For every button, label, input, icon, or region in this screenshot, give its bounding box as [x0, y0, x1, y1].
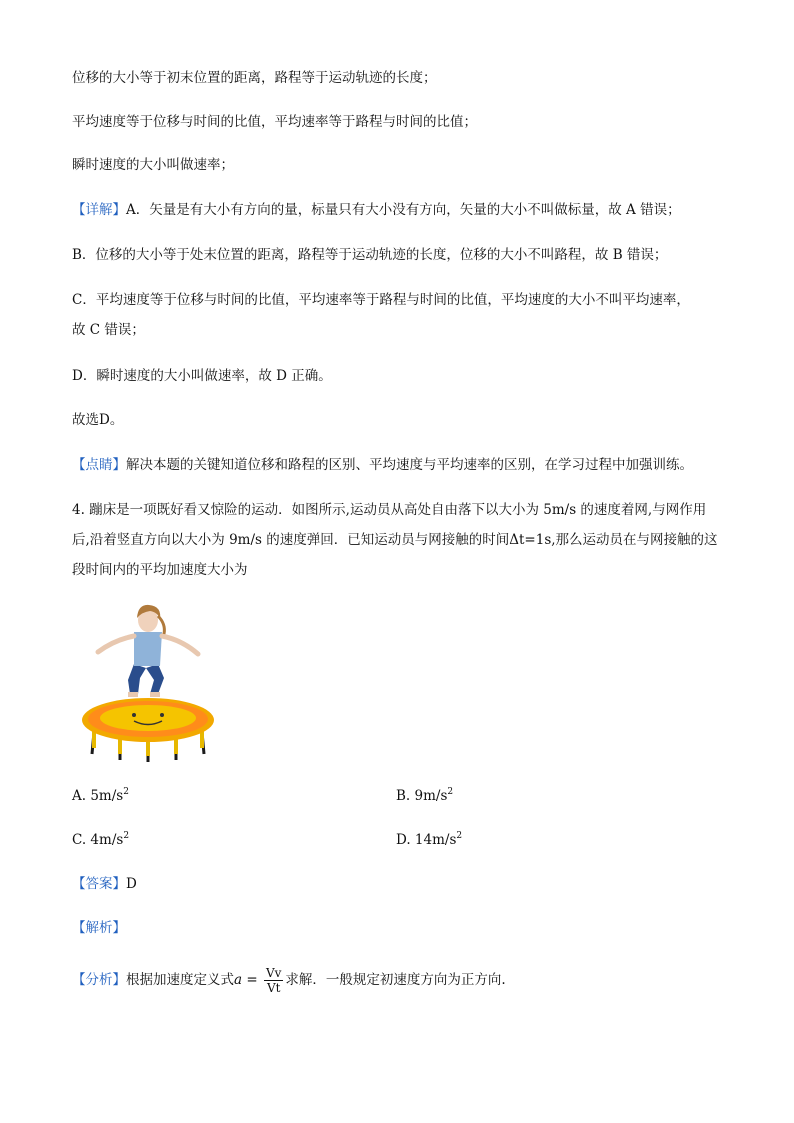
question-line-1: 4. 蹦床是一项既好看又惊险的运动．如图所示,运动员从高处自由落下以大小为 5m/s 的速度着网,与网作用	[72, 502, 707, 518]
option-c	[72, 830, 129, 850]
detail-paragraph	[72, 200, 681, 220]
comment-paragraph	[72, 455, 693, 475]
formula-denominator: Vt	[266, 981, 281, 995]
formula-var: a	[234, 972, 243, 988]
formula-eq: =	[242, 972, 262, 988]
detail-text-c2: 故 C 错误；	[72, 322, 145, 338]
trampoline-girl-image	[72, 602, 224, 762]
conclusion-text: 故选D。	[72, 412, 124, 428]
analysis-paragraph	[72, 918, 126, 938]
fenxi-prefix: 根据加速度定义式	[126, 972, 234, 988]
comment-tag: 【点睛】	[72, 457, 126, 473]
detail-text-c: C．平均速度等于位移与时间的比值，平均速率等于路程与时间的比值，平均速度的大小不叫平均速率，	[72, 292, 690, 308]
option-c-text: C. 4m/s	[72, 832, 124, 848]
formula-numerator: Vv	[265, 966, 282, 980]
text-line-1: 位移的大小等于初末位置的距离，路程等于运动轨迹的长度；	[72, 70, 437, 86]
detail-text-b: B．位移的大小等于处末位置的距离，路程等于运动轨迹的长度，位移的大小不叫路程，故 B 错误；	[72, 247, 668, 263]
option-b-sup: 2	[447, 787, 454, 797]
comment-text: 解决本题的关键知道位移和路程的区别、平均速度与平均速率的区别，在学习过程中加强训练。	[126, 457, 693, 473]
option-d-text: D. 14m/s	[396, 832, 457, 848]
option-d	[396, 830, 462, 850]
answer-paragraph	[72, 874, 137, 894]
fenxi-paragraph	[72, 966, 506, 995]
answer-value: D	[126, 876, 137, 892]
option-a	[72, 786, 129, 806]
option-a-sup: 2	[123, 787, 129, 797]
formula-fraction	[264, 966, 283, 995]
option-b-text: B. 9m/s	[396, 788, 448, 804]
answer-tag: 【答案】	[72, 876, 126, 892]
option-c-sup: 2	[123, 831, 130, 841]
option-d-sup: 2	[456, 831, 463, 841]
text-line-2: 平均速度等于位移与时间的比值，平均速率等于路程与时间的比值；	[72, 114, 477, 130]
option-a-text: A. 5m/s	[72, 788, 124, 804]
question-line-3: 段时间内的平均加速度大小为	[72, 562, 248, 578]
option-b	[396, 786, 453, 806]
detail-text-a: A．矢量是有大小有方向的量，标量只有大小没有方向，矢量的大小不叫做标量，故 A 错误；	[126, 202, 681, 218]
fenxi-tag: 【分析】	[72, 972, 126, 988]
analysis-tag: 【解析】	[72, 920, 126, 936]
text-line-3: 瞬时速度的大小叫做速率；	[72, 157, 234, 173]
question-line-2: 后,沿着竖直方向以大小为 9m/s 的速度弹回．已知运动员与网接触的时间Δt=1s,那么运动员在与网接触的这	[72, 532, 718, 548]
detail-tag: 【详解】	[72, 202, 126, 218]
fenxi-suffix: 求解．一般规定初速度方向为正方向.	[285, 972, 506, 988]
detail-text-d: D．瞬时速度的大小叫做速率，故 D 正确。	[72, 368, 332, 384]
